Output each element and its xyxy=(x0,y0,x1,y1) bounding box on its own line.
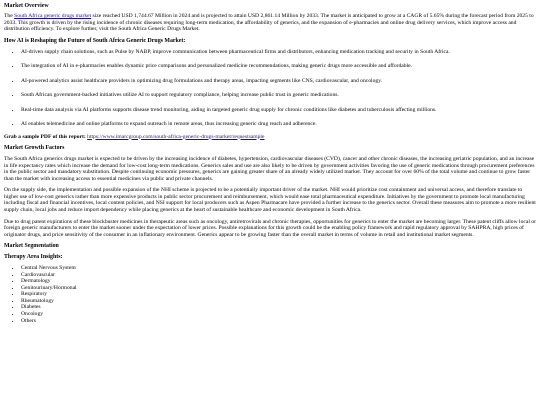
sample-pdf-line xyxy=(4,134,536,141)
ai-bullet-4: • South African government-backed initiatives utilize AI to support regulatory compliance, helping increase public trust in generic medications. xyxy=(21,92,536,99)
ai-section-heading: How AI is Reshaping the Future of South Africa Generic Drugs Market: xyxy=(4,37,186,44)
therapy-area-item: • Oncology xyxy=(21,311,536,318)
ai-bullet-2: • The integration of AI in e-pharmacies enables dynamic price comparisons and personalized medicine recommendations, making generic drugs more accessible and affordable. xyxy=(21,63,536,70)
overview-text-start: The xyxy=(4,13,15,19)
ai-bullet-list xyxy=(4,49,536,128)
market-link[interactable]: South Africa generic drugs market xyxy=(14,13,92,19)
therapy-area-item: • Rheumatology xyxy=(21,298,536,305)
ai-bullet-5: • Real-time data analysis via AI platforms supports disease trend monitoring, aiding in targeted generic drug supply for chronic conditions like diabetes and tuberculosis affecting millions. xyxy=(21,107,536,114)
overview-text-rest: size reached USD 1,744.67 Million in 2024 and is projected to attain USD 2,861.14 Million by 2033. The market is anticipated to grow at a CAGR of 5.65% during the forecast period from 2025 to 2033. This growth is driven by the rising incidence of chronic diseases requiring long-term medication, the affordability of generics, and the expansion of e-pharmacies and online drug delivery services, which improve access and distribution efficiency. To explore further, visit the South Africa Generic Drugs Market. xyxy=(4,13,534,33)
ai-bullet-3: • AI-powered analytics assist healthcare providers in optimizing drug formulations and therapy areas, impacting segments like CNS, cardiovascular, and oncology. xyxy=(21,78,536,85)
therapy-area-list xyxy=(4,265,536,324)
therapy-area-item: • Others xyxy=(21,318,536,325)
growth-paragraph-1: The South Africa generics drugs market is expected to be driven by the increasing incidence of diabetes, hypertension, cardiovascular diseases (CVD), cancer and other chronic diseases, the increasing geriatric population, and an increase in life expectancy rates which increase the demand for low-cost long-term medications. Generics sales and use are also likely to be driven by government activities favoring the use of generic medications through procurement preferences in the public sector and mandatory substitution. Despite continuing economic pressures, generics are gaining greater share of an already widely utilized market. They account for over 60% of the total volume and continue to grow faster than the market with increasing access to essential medicines via public and private channels. xyxy=(4,156,535,182)
therapy-area-item: • Dermatology xyxy=(21,278,536,285)
growth-factors-heading: Market Growth Factors xyxy=(4,145,65,152)
therapy-area-item: • Central Nervous System xyxy=(21,265,536,272)
therapy-area-heading: Therapy Area Insights: xyxy=(4,254,63,261)
therapy-area-item: • Genitourinary/Hormonal xyxy=(21,285,536,292)
therapy-area-item: • Cardiovascular xyxy=(21,272,536,279)
therapy-area-item: • Respiratory xyxy=(21,291,536,298)
overview-heading: Market Overview xyxy=(4,3,49,9)
growth-paragraph-3: Due to drug patent expirations of these blockbuster medicines in therapeutic areas such as oncology, antiretrovirals and chronic therapies, opportunities for generics to enter the market are becoming larger. These patent cliffs allow local or foreign generic manufacturers to enter the market sooner under the expectation of lower prices. Possible explanations for this growth could be the enabling policy framework and rapid regulatory approval by SAHPRA, high prices of originator drugs, and price sensitivity of the consumer in an inflationary environment. Generics appear to be growing faster than the overall market in terms of volume in retail and institutional market segments. xyxy=(4,218,536,238)
sample-pdf-link[interactable]: https://www.imarcgroup.com/south-africa-generic-drugs-market/requestsample xyxy=(87,133,265,140)
ai-bullet-6: • AI enables telemedicine and online platforms to expand outreach in remote areas, thus increasing generic drug reach and adherence. xyxy=(21,121,536,128)
ai-bullet-1: • AI-driven supply chain solutions, such as Pulse by NABP, improve communication between pharmaceutical firms and distributors, enhancing medication tracking and security in South Africa. xyxy=(21,49,536,56)
segmentation-heading: Market Segmentation xyxy=(4,243,59,250)
sample-pdf-label: Grab a sample PDF of this report: xyxy=(4,133,86,140)
growth-paragraph-2: On the supply side, the implementation and possible expansion of the NHI scheme is projected to be a potentially important driver of the market. NHI would prioritize cost containment and universal access, and therefore translate to higher use of low-cost generics rather than more expensive products in public sector procurement and reimbursement, which would ease total pharmaceutical expenditure. Initiatives by the government to promote local manufacturing including fiscal and financial incentives, local content policies, and NSI support for local producers such as Aspen Pharmacare have provided a further increase to the generics sector. Overall these measures aim to promote a more resilient supply chain, local jobs and reduce import dependency while placing generics at the heart of sustainable healthcare and economic development in South Africa. xyxy=(4,187,536,214)
overview-paragraph xyxy=(4,13,536,33)
therapy-area-item: • Diabetes xyxy=(21,304,536,311)
